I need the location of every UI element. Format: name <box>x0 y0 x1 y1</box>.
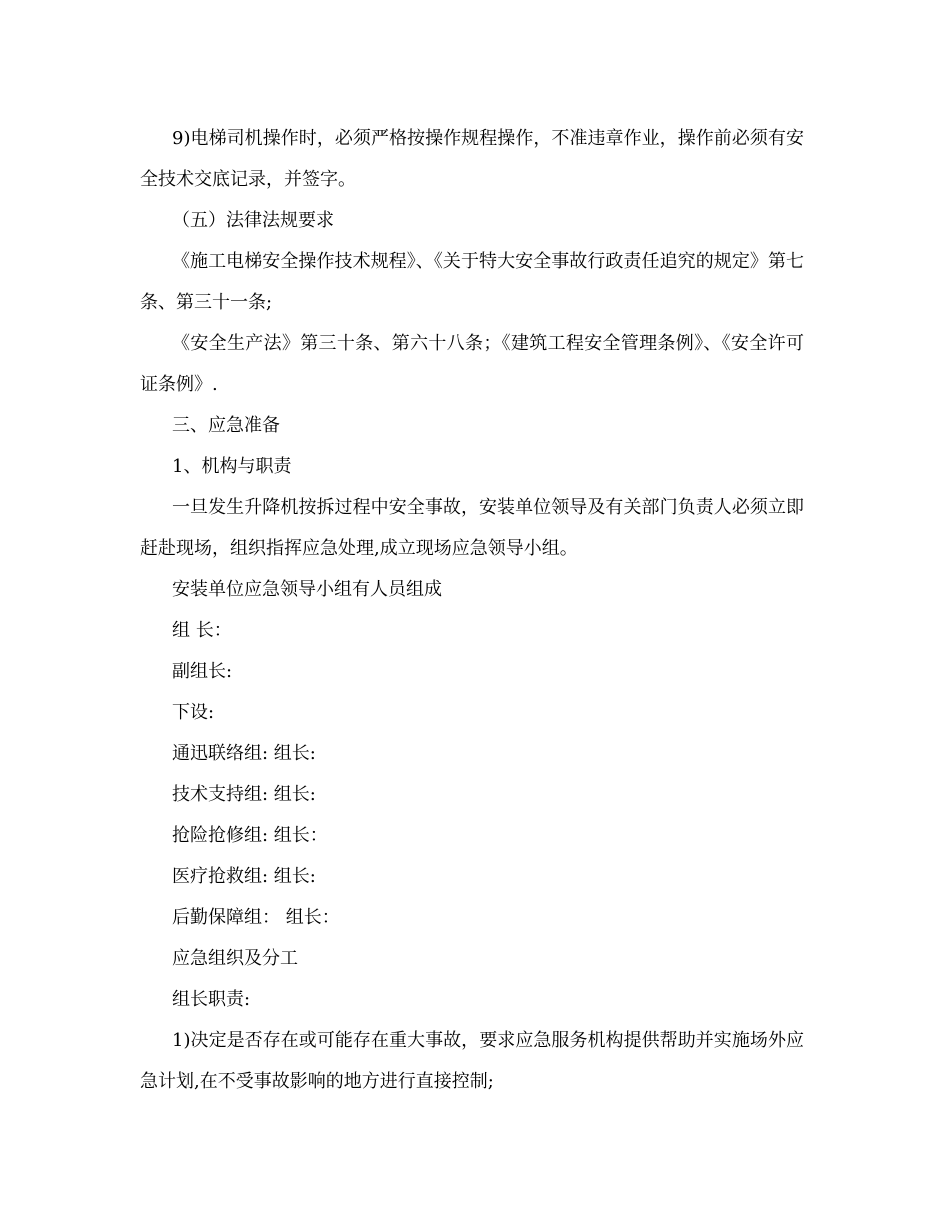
paragraph-regulations-2: 《安全生产法》第三十条、第六十八条；《建筑工程安全管理条例》、《安全许可证条例》. <box>140 333 804 395</box>
paragraph-accident-response: 一旦发生升降机按拆过程中安全事故，安装单位领导及有关部门负责人必须立即赶赴现场，组织指挥应急处理,成立现场应急领导小组。 <box>140 497 804 559</box>
heading-leader-duties: 组长职责: <box>172 989 251 1010</box>
line-deputy-leader: 副组长: <box>172 661 233 682</box>
line-logistics-group: 后勤保障组： 组长： <box>172 907 340 928</box>
paragraph-elevator-operator: 9)电梯司机操作时，必须严格按操作规程操作，不准违章作业，操作前必须有安全技术交底记录，并签字。 <box>140 128 804 190</box>
line-rescue-repair-group: 抢险抢修组: 组长： <box>172 825 328 846</box>
paragraph-regulations-1: 《施工电梯安全操作技术规程》、《关于特大安全事故行政责任追究的规定》第七条、第三十一条; <box>140 251 804 313</box>
document-page <box>140 118 804 1102</box>
subsection-heading-organization: 1、机构与职责 <box>172 456 292 477</box>
line-technical-support-group: 技术支持组: 组长: <box>172 784 316 805</box>
section-heading-laws: （五）法律法规要求 <box>172 210 334 231</box>
line-medical-rescue-group: 医疗抢救组: 组长: <box>172 866 316 887</box>
line-communication-group: 通迅联络组: 组长: <box>172 743 316 764</box>
heading-emergency-organization: 应急组织及分工 <box>172 948 298 969</box>
paragraph-leader-duty-1: 1)决定是否存在或可能存在重大事故，要求应急服务机构提供帮助并实施场外应急计划,在不受事故影响的地方进行直接控制; <box>140 1030 804 1092</box>
section-heading-emergency-prep: 三、应急准备 <box>172 415 280 436</box>
line-group-leader: 组 长： <box>172 620 232 641</box>
line-subdivisions: 下设: <box>172 702 215 723</box>
paragraph-leadership-group: 安装单位应急领导小组有人员组成 <box>172 579 442 600</box>
